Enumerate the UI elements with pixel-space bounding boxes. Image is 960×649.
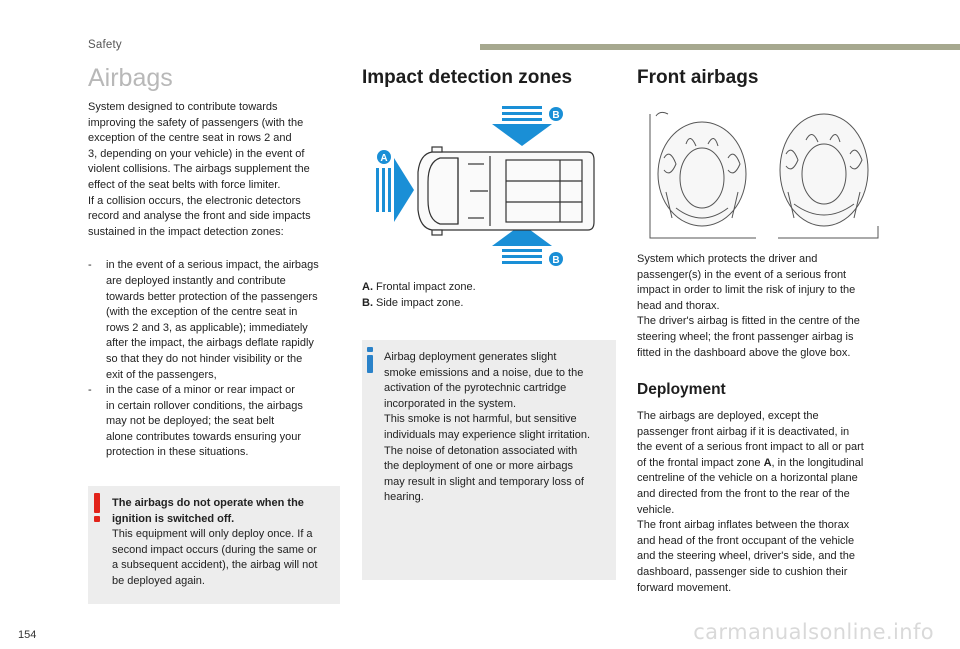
airbags-title: Airbags xyxy=(88,64,173,92)
info-box xyxy=(362,340,616,580)
bullet-text: in the event of a serious impact, the airbags are deployed instantly and contribute towards better protection of the passengers (with the exception of the centre seat in rows 2 and 3, as applicable); immediately after the impact, the airbags deflate rapidly so that they do not hinder visibility or the exit of the passengers, xyxy=(106,259,319,381)
marker-b-top-label: B xyxy=(552,110,560,121)
impact-legend xyxy=(362,280,476,311)
watermark: carmanualsonline.info xyxy=(693,620,934,644)
deployment-text-part1: The airbags are deployed, except the passenger front airbag if it is deactivated, in the event of a serious front impact to all or part of the frontal impact zone xyxy=(637,410,864,469)
airbags-column xyxy=(88,64,344,461)
marker-b-bottom-label: B xyxy=(552,255,560,266)
legend-b-key: B. xyxy=(362,296,373,309)
airbags-bullet-list xyxy=(88,258,344,461)
airbags-intro: System designed to contribute towards improving the safety of passengers (with the exception of the centre seat in rows 2 and 3, depending on your vehicle) in the event of violent collisions. The airbags supplement the effect of the seat belts with force limiter. If a collision occurs, the electronic detectors record and analyse the front and side impacts sustained in the impact detection zones: xyxy=(88,101,311,238)
legend-a-text: Frontal impact zone. xyxy=(376,281,476,293)
deployment-text xyxy=(637,409,893,596)
frontal-impact-arrow xyxy=(376,158,414,222)
bullet-dash: - xyxy=(88,259,92,272)
front-airbags-title: Front airbags xyxy=(637,67,759,88)
bullet-item xyxy=(88,383,344,461)
warning-text: This equipment will only deploy once. If a second impact occurs (during the same or a subsequent accident), the airbag will not be deployed again. xyxy=(112,528,318,587)
deployment-zone-label: A xyxy=(763,456,772,469)
legend-b xyxy=(362,296,476,312)
warning-box xyxy=(88,486,340,604)
driver-airbag-drawing xyxy=(650,112,756,238)
front-airbags-column xyxy=(637,64,893,108)
marker-a-label: A xyxy=(380,153,388,164)
front-airbags-text-block xyxy=(637,252,893,361)
front-airbags-text: System which protects the driver and passenger(s) in the event of a serious front impact in order to limit the risk of injury to the head and thorax. The driver's airbag is fitted in the centre of the steering wheel; the front passenger airbag is fitted in the dashboard above the glove box. xyxy=(637,253,860,359)
impact-zones-diagram xyxy=(370,102,600,270)
van-top-view xyxy=(418,147,594,235)
warning-exclamation-icon xyxy=(90,493,104,523)
front-airbags-illustration xyxy=(646,108,882,244)
legend-a-key: A. xyxy=(362,281,373,293)
bullet-item xyxy=(88,258,344,383)
bullet-text: in the case of a minor or rear impact or in certain rollover conditions, the airbags may not be deployed; the seat belt alone contributes towards ensuring your protection in these situations. xyxy=(106,384,303,459)
warning-bold-text: The airbags do not operate when the ignition is switched off. xyxy=(112,497,304,525)
deployment-title: Deployment xyxy=(637,381,726,398)
section-label: Safety xyxy=(88,39,122,51)
deployment-text-part2: , in the longitudinal centreline of the vehicle on a horizontal plane and directed from the front to the rear of the vehicle. The front airbag inflates between the thorax and head of the front occupant of the vehicle and the steering wheel, driver's side, and the dashboard, passenger side to cushion their forward movement. xyxy=(637,456,864,594)
deployment-text-block xyxy=(637,409,893,596)
info-icon xyxy=(365,347,375,373)
bullet-dash: - xyxy=(88,384,92,397)
legend-b-text: Side impact zone. xyxy=(376,296,464,309)
legend-a xyxy=(362,280,476,296)
info-text: Airbag deployment generates slight smoke emissions and a noise, due to the activation of the pyrotechnic cartridge incorporated in the system. This smoke is not harmful, but sensitive individuals may experience slight irritation. The noise of detonation associated with the deployment of one or more airbags may result in slight and temporary loss of hearing. xyxy=(384,351,591,504)
impact-title: Impact detection zones xyxy=(362,67,573,88)
page-number: 154 xyxy=(18,629,37,641)
header-bar xyxy=(480,44,960,50)
side-impact-arrow-top xyxy=(492,106,552,146)
passenger-airbag-drawing xyxy=(778,114,878,238)
